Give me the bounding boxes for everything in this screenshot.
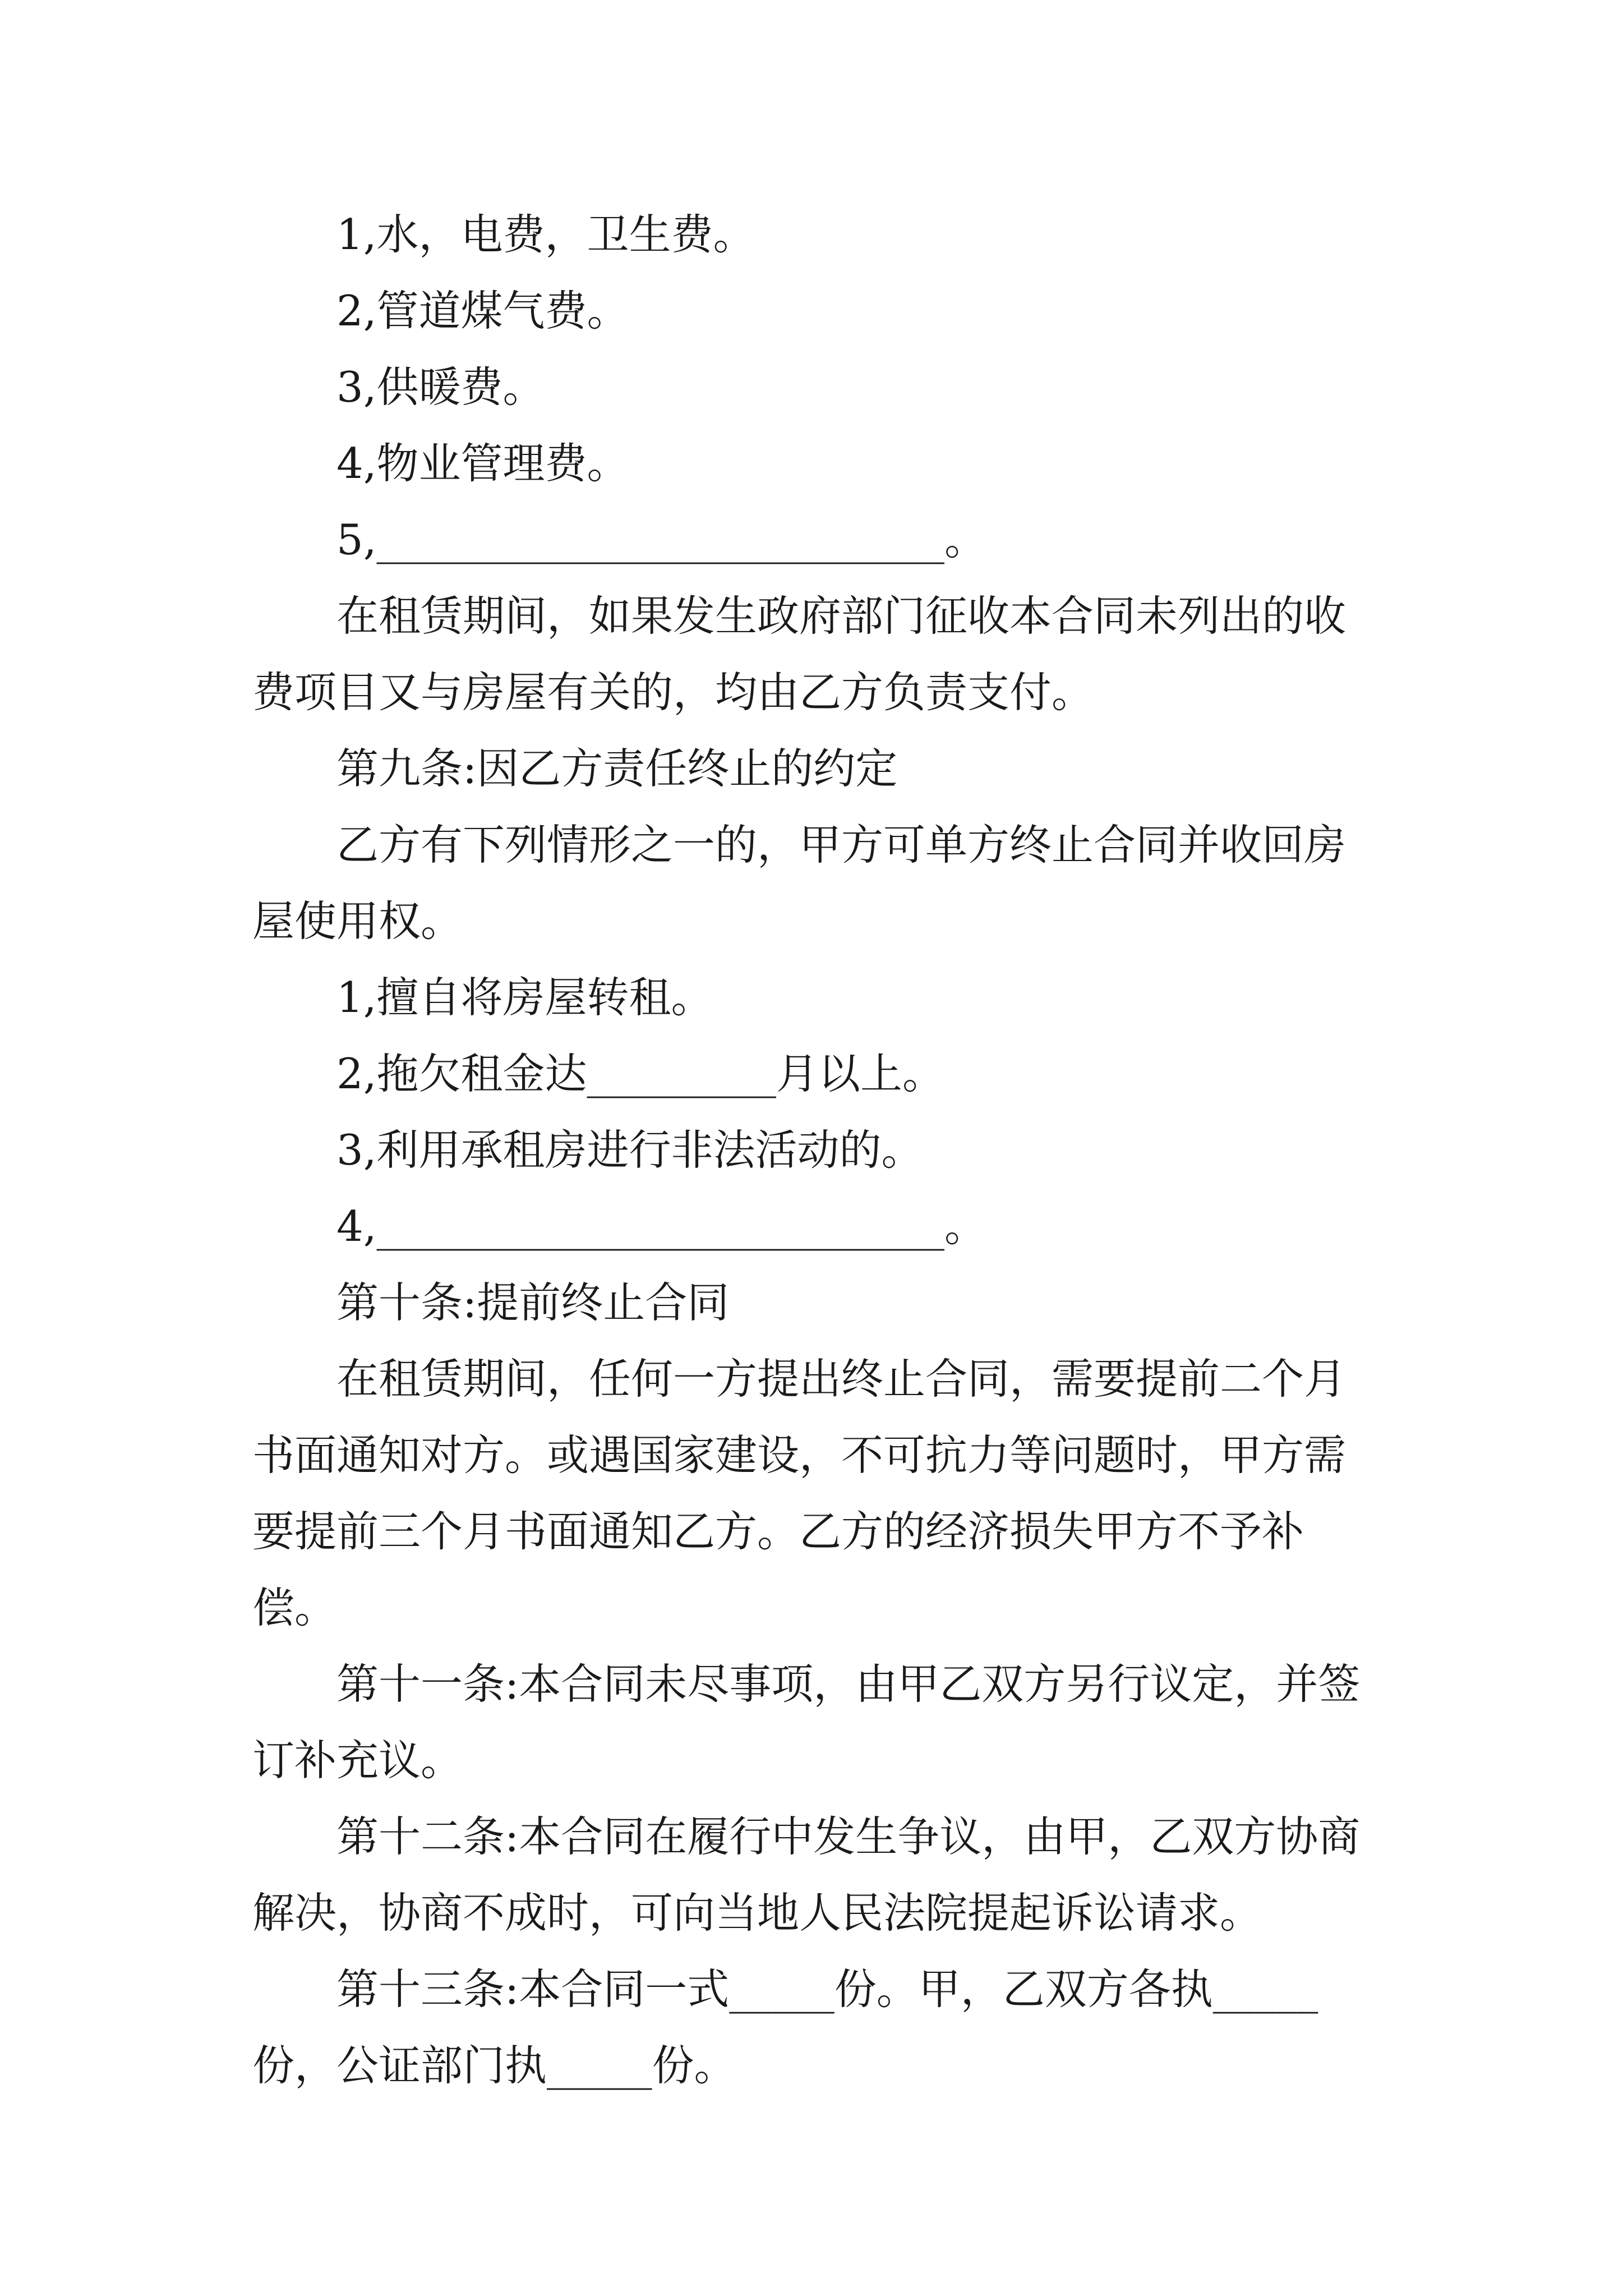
article-13: 第十三条:本合同一式_____份。甲，乙双方各执_____份，公证部门执_____份。 [252,1964,1318,2090]
article-11: 第十一条:本合同未尽事项，由甲乙双方另行议定，并签订补充议。 [252,1659,1361,1785]
article-9-intro: 乙方有下列情形之一的，甲方可单方终止合同并收回房屋使用权。 [252,820,1347,946]
article-9-item-1: 1,擅自将房屋转租。 [336,973,713,1022]
article-9-item-3: 3,利用承租房进行非法活动的。 [336,1125,924,1175]
article-9-item-2: 2,拖欠租金达_________月以上。 [336,1049,945,1098]
fee-clause-paragraph: 在租赁期间，如果发生政府部门征收本合同未列出的收费项目又与房屋有关的，均由乙方负责支付。 [252,591,1347,717]
fee-item-5-blank: 5,___________________________。 [336,515,987,564]
fee-item-2: 2,管道煤气费。 [336,286,629,335]
article-9-heading: 第九条:因乙方责任终止的约定 [336,744,898,793]
article-10-heading: 第十条:提前终止合同 [336,1278,730,1327]
fee-item-4: 4,物业管理费。 [336,439,629,488]
article-9-item-4-blank: 4,___________________________。 [336,1202,987,1251]
article-12: 第十二条:本合同在履行中发生争议，由甲，乙双方协商解决，协商不成时，可向当地人民法院提起诉讼请求。 [252,1812,1361,1938]
article-10-body: 在租赁期间，任何一方提出终止合同，需要提前二个月书面通知对方。或遇国家建设，不可抗力等问题时，甲方需要提前三个月书面通知乙方。乙方的经济损失甲方不予补偿。 [252,1354,1347,1632]
fee-item-3: 3,供暖费。 [336,362,545,412]
document-body [252,196,1374,2104]
fee-item-1: 1,水，电费，卫生费。 [336,210,755,259]
